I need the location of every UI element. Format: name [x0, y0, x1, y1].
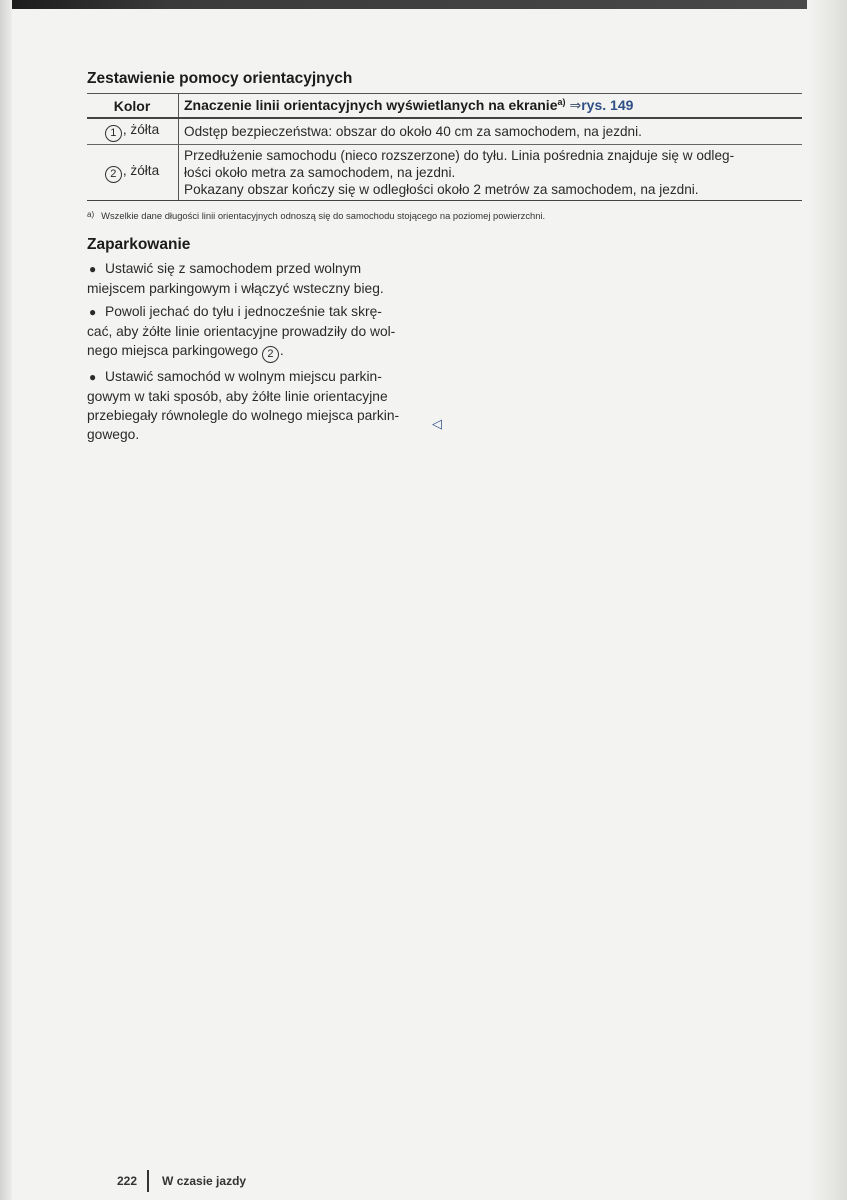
row-2-color-cell — [87, 145, 179, 201]
list-item — [87, 367, 439, 444]
bullet-icon: ● — [89, 305, 97, 319]
header-kolor: Kolor — [87, 94, 179, 119]
circled-number-1-icon: 1 — [105, 125, 122, 142]
list-item — [87, 259, 439, 298]
row-2-line-1: Przedłużenie samochodu (nieco rozszerzone) do tyłu. Linia pośrednia znajduje się w odleg- — [184, 148, 735, 163]
scan-top-edge — [0, 0, 847, 9]
bullet-3-line-4: gowego. — [87, 427, 140, 442]
chapter-title: W czasie jazdy — [162, 1174, 247, 1188]
page-footer — [117, 1170, 246, 1192]
bullet-2-suffix: . — [279, 343, 284, 358]
table-row — [87, 145, 802, 201]
scan-left-edge — [0, 0, 12, 1200]
row-2-color-text: , żółta — [122, 163, 160, 178]
bullet-3-line-1: Ustawić samochód w wolnym miejscu parkin- — [105, 369, 382, 384]
ref-arrow-icon: ⇒ — [569, 97, 582, 113]
row-1-color-text: , żółta — [122, 122, 160, 137]
subsection-title: Zaparkowanie — [87, 236, 191, 253]
figure-ref-link[interactable]: rys. 149 — [581, 97, 634, 113]
header-znaczenie — [179, 94, 803, 119]
list-item — [87, 302, 439, 363]
row-1-line-1: Odstęp bezpieczeństwa: obszar do około 40 cm za samochodem, na jezdni. — [184, 124, 642, 139]
bullet-1-line-1: Ustawić się z samochodem przed wolnym — [105, 261, 362, 276]
row-1-color-cell — [87, 118, 179, 145]
table-footnote — [87, 210, 545, 221]
bullet-2-line-1: Powoli jechać do tyłu i jednocześnie tak skrę- — [105, 304, 382, 319]
scan-right-edge — [807, 0, 847, 1200]
table-header-row — [87, 94, 802, 119]
footnote-text: Wszelkie dane długości linii orientacyjnych odnoszą się do samochodu stojącego na poziomej powierzchni. — [101, 210, 546, 221]
page-number: 222 — [117, 1170, 149, 1192]
parking-steps-list — [87, 259, 439, 448]
bullet-3-line-3: przebiegały równolegle do wolnego miejsca parkin- — [87, 408, 400, 423]
row-2-meaning-cell — [179, 145, 803, 201]
orientation-lines-table — [87, 93, 802, 201]
footnote-ref-sup: a) — [557, 97, 566, 107]
row-2-line-3: Pokazany obszar kończy się w odległości około 2 metrów za samochodem, na jezdni. — [184, 182, 699, 197]
bullet-3-line-2: gowym w taki sposób, aby żółte linie orientacyjne — [87, 389, 388, 404]
footnote-mark: a) — [87, 210, 95, 219]
row-2-line-2: łości około metra za samochodem, na jezdni. — [184, 165, 456, 180]
circled-number-2-icon: 2 — [105, 166, 122, 183]
bullet-1-line-2: miejscem parkingowym i włączyć wsteczny bieg. — [87, 281, 384, 296]
bullet-2-line-2: cać, aby żółte linie orientacyjne prowadziły do wol- — [87, 324, 396, 339]
bullet-icon: ● — [89, 262, 97, 276]
bullet-2-line-3: nego miejsca parkingowego — [87, 343, 259, 358]
section-end-triangle-icon: ◁ — [432, 416, 442, 431]
header-znaczenie-text: Znaczenie linii orientacyjnych wyświetlanych na ekranie — [184, 97, 558, 113]
section-title: Zestawienie pomocy orientacyjnych — [87, 70, 353, 87]
row-1-meaning-cell — [179, 118, 803, 145]
circled-number-2-icon: 2 — [262, 346, 279, 363]
bullet-icon: ● — [89, 370, 97, 384]
table-row — [87, 118, 802, 145]
